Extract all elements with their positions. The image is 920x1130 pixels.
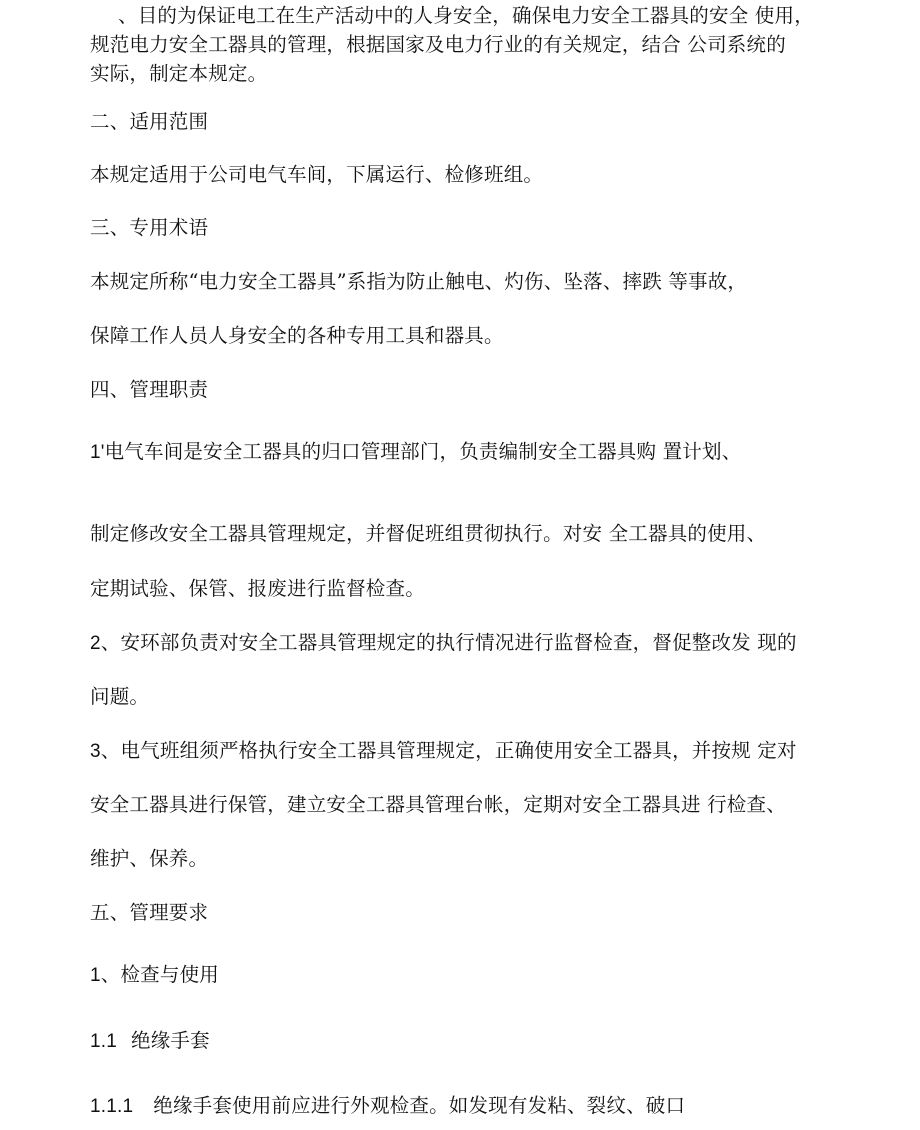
scope-text: 本规定适用于公司电气车间，下属运行、检修班组。 xyxy=(90,163,544,186)
heading-terms: 三、专用术语 xyxy=(90,216,209,239)
duty-3-line-1: 3、电气班组须严格执行安全工器具管理规定，正确使用安全工器具，并按规 定对 xyxy=(90,739,797,762)
clause-gloves-inspection: 1.1.1 绝缘手套使用前应进行外观检查。如发现有发粘、裂纹、破口 xyxy=(90,1094,686,1117)
duty-3-line-2: 安全工器具进行保管，建立安全工器具管理台帐，定期对安全工器具进 行检查、 xyxy=(90,793,786,816)
duty-1-line-3: 定期试验、保管、报废进行监督检查。 xyxy=(90,577,425,600)
section-inspection-use: 1、检查与使用 xyxy=(90,963,219,986)
heading-requirements: 五、管理要求 xyxy=(90,901,209,924)
heading-duties: 四、管理职责 xyxy=(90,378,209,401)
heading-scope: 二、适用范围 xyxy=(90,110,209,133)
terms-line-1: 本规定所称“电力安全工器具”系指为防止触电、灼伤、坠落、摔跌 等事故， xyxy=(90,270,748,293)
duty-1-line-2: 制定修改安全工器具管理规定，并督促班组贯彻执行。对安 全工器具的使用、 xyxy=(90,522,767,545)
purpose-line-3: 实际，制定本规定。 xyxy=(90,62,268,85)
purpose-line-1: 、目的为保证电工在生产活动中的人身安全，确保电力安全工器具的安全 使用， xyxy=(118,4,814,27)
section-insulating-gloves: 1.1 绝缘手套 xyxy=(90,1029,210,1052)
duty-2-line-2: 问题。 xyxy=(90,685,150,708)
duty-2-line-1: 2、安环部负责对安全工器具管理规定的执行情况进行监督检查，督促整改发 现的 xyxy=(90,631,797,654)
duty-3-line-3: 维护、保养。 xyxy=(90,847,209,870)
purpose-line-2: 规范电力安全工器具的管理，根据国家及电力行业的有关规定，结合 公司系统的 xyxy=(90,33,786,56)
terms-line-2: 保障工作人员人身安全的各种专用工具和器具。 xyxy=(90,324,504,347)
duty-1-line-1: 1'电气车间是安全工器具的归口管理部门，负责编制安全工器具购 置计划、 xyxy=(90,440,742,463)
